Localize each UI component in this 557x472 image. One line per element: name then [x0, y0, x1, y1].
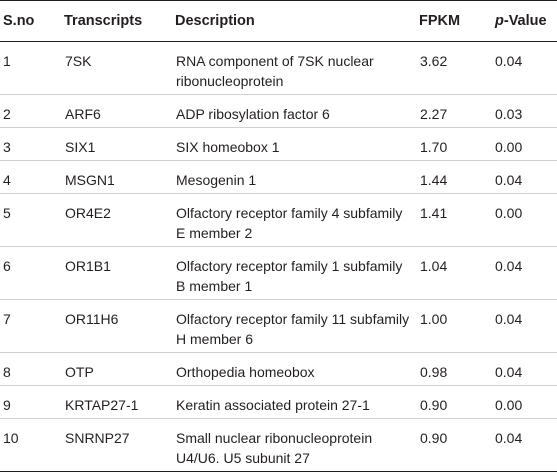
cell-transcript: OR1B1	[64, 247, 175, 300]
cell-sno: 3	[0, 128, 64, 161]
table-row	[0, 353, 557, 386]
cell-description: Keratin associated protein 27-1	[175, 386, 419, 419]
cell-fpkm: 1.70	[419, 128, 492, 161]
cell-transcript: OR11H6	[64, 300, 175, 353]
cell-sno: 9	[0, 386, 64, 419]
table-row	[0, 128, 557, 161]
header-description: Description	[175, 1, 419, 42]
cell-description: RNA component of 7SK nuclear ribonucleoprotein	[175, 42, 419, 95]
cell-transcript: SNRNP27	[64, 419, 175, 472]
cell-description: ADP ribosylation factor 6	[175, 95, 419, 128]
cell-pvalue: 0.04	[492, 419, 557, 472]
cell-fpkm: 3.62	[419, 42, 492, 95]
cell-pvalue: 0.00	[492, 194, 557, 247]
cell-description: Olfactory receptor family 1 subfamily B member 1	[175, 247, 419, 300]
table-row	[0, 419, 557, 472]
cell-description: Orthopedia homeobox	[175, 353, 419, 386]
cell-transcript: OR4E2	[64, 194, 175, 247]
header-fpkm: FPKM	[419, 1, 492, 42]
cell-sno: 6	[0, 247, 64, 300]
table-row	[0, 386, 557, 419]
cell-fpkm: 1.04	[419, 247, 492, 300]
cell-transcript: KRTAP27-1	[64, 386, 175, 419]
cell-sno: 1	[0, 42, 64, 95]
header-pvalue	[492, 1, 557, 42]
cell-sno: 5	[0, 194, 64, 247]
header-row	[0, 1, 557, 42]
cell-fpkm: 1.41	[419, 194, 492, 247]
cell-fpkm: 0.90	[419, 386, 492, 419]
header-sno: S.no	[0, 1, 64, 42]
table-row	[0, 247, 557, 300]
cell-pvalue: 0.03	[492, 95, 557, 128]
cell-description: Small nuclear ribonucleoprotein U4/U6. U5 subunit 27	[175, 419, 419, 472]
cell-description: Olfactory receptor family 4 subfamily E member 2	[175, 194, 419, 247]
table-row	[0, 42, 557, 95]
cell-pvalue: 0.04	[492, 300, 557, 353]
cell-fpkm: 0.98	[419, 353, 492, 386]
table-row	[0, 95, 557, 128]
table-header	[0, 1, 557, 42]
cell-description: Mesogenin 1	[175, 161, 419, 194]
cell-sno: 8	[0, 353, 64, 386]
table-body	[0, 42, 557, 472]
cell-fpkm: 1.44	[419, 161, 492, 194]
cell-sno: 10	[0, 419, 64, 472]
cell-pvalue: 0.00	[492, 128, 557, 161]
header-pvalue-italic: p	[495, 13, 504, 29]
cell-description: Olfactory receptor family 11 subfamily H member 6	[175, 300, 419, 353]
cell-pvalue: 0.04	[492, 161, 557, 194]
table-row	[0, 300, 557, 353]
cell-transcript: ARF6	[64, 95, 175, 128]
cell-transcript: 7SK	[64, 42, 175, 95]
cell-pvalue: 0.04	[492, 247, 557, 300]
cell-fpkm: 2.27	[419, 95, 492, 128]
cell-transcript: OTP	[64, 353, 175, 386]
cell-sno: 4	[0, 161, 64, 194]
cell-transcript: MSGN1	[64, 161, 175, 194]
table-row	[0, 161, 557, 194]
cell-pvalue: 0.00	[492, 386, 557, 419]
cell-pvalue: 0.04	[492, 353, 557, 386]
cell-pvalue: 0.04	[492, 42, 557, 95]
table-row	[0, 194, 557, 247]
cell-transcript: SIX1	[64, 128, 175, 161]
cell-fpkm: 1.00	[419, 300, 492, 353]
cell-sno: 7	[0, 300, 64, 353]
header-transcripts: Transcripts	[64, 1, 175, 42]
cell-description: SIX homeobox 1	[175, 128, 419, 161]
cell-sno: 2	[0, 95, 64, 128]
header-pvalue-suffix: -Value	[503, 13, 547, 29]
cell-fpkm: 0.90	[419, 419, 492, 472]
